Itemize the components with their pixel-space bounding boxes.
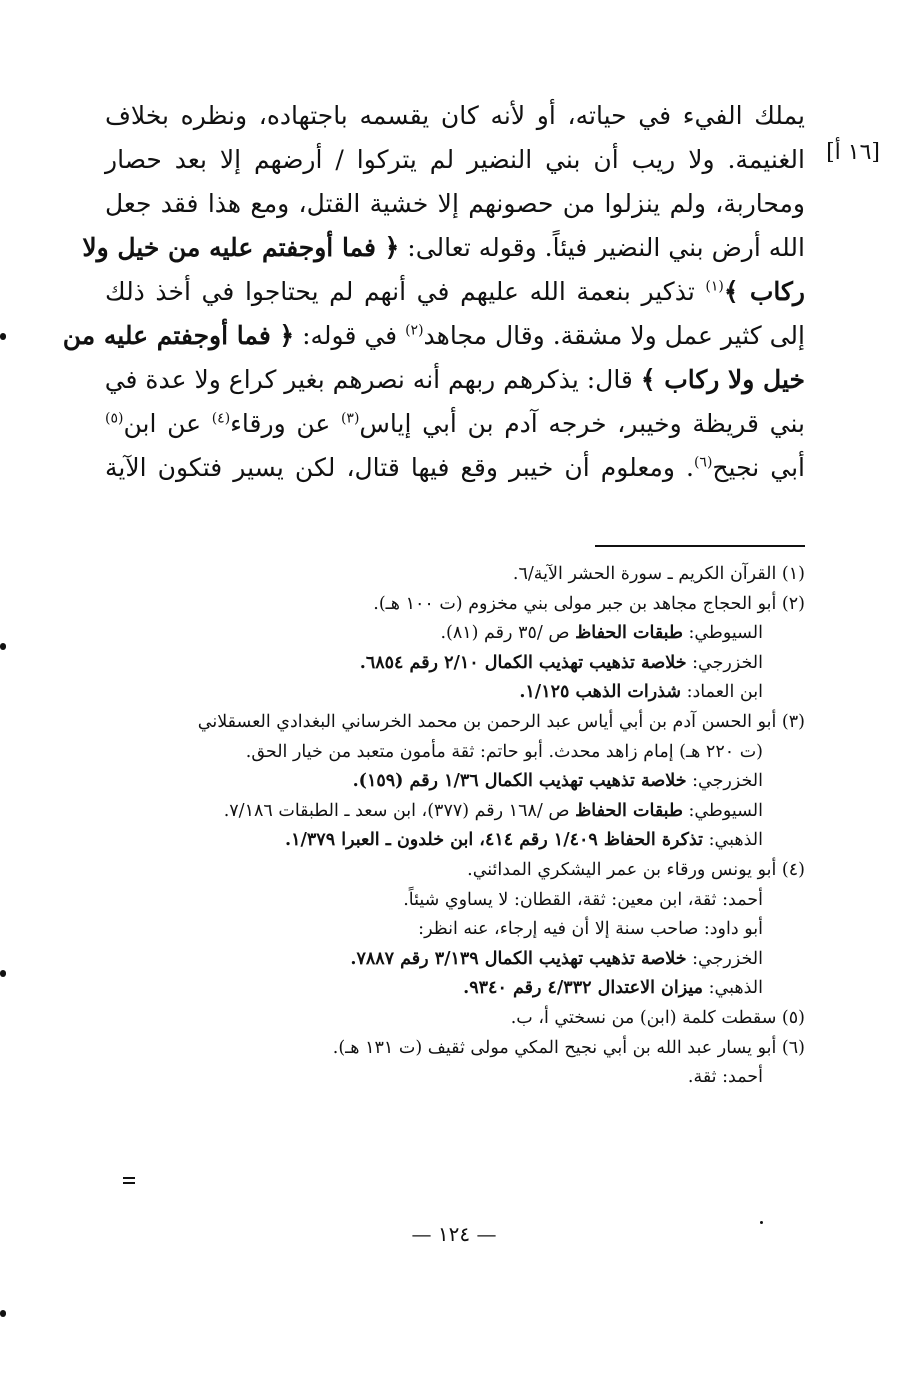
- footnote-reference: (١): [705, 278, 724, 295]
- bold-text-segment: ركاب ﴾: [723, 277, 805, 306]
- text-segment: (ت ٢٢٠ هـ) إمام زاهد محدث. أبو حاتم: ثقة مأمون متعبد من خيار الحق.: [245, 741, 763, 762]
- scan-mark: [123, 1177, 135, 1179]
- bold-text-segment: شذرات الذهب ١/١٢٥.: [519, 682, 682, 703]
- text-segment: أحمد: ثقة.: [687, 1067, 763, 1088]
- text-segment: ابن العماد:: [681, 682, 763, 703]
- bold-text-segment: تذكرة الحفاظ ١/٤٠٩ رقم ٤١٤، ابن خلدون ـ العبرا ١/٣٧٩.: [285, 830, 704, 851]
- text-segment: في قوله:: [294, 321, 406, 350]
- text-segment: (٢) أبو الحجاج مجاهد بن جبر مولى بني مخزوم (ت ١٠٠ هـ).: [373, 593, 805, 614]
- text-segment: الذهبي:: [703, 978, 763, 999]
- footnote-line: [100, 886, 805, 916]
- text-segment: أحمد: ثقة، ابن معين: ثقة، القطان: لا يساوي شيئاً.: [403, 889, 763, 910]
- bold-text-segment: ميزان الاعتدال ٤/٣٣٢ رقم ٩٣٤٠.: [463, 978, 704, 999]
- footnote-line: [100, 945, 805, 975]
- text-segment: (٣) أبو الحسن آدم بن أبي أياس عبد الرحمن بن محمد الخرساني البغدادي العسقلاني: [197, 711, 805, 732]
- text-segment: الله أرض بني النضير فيئاً. وقوله تعالى:: [399, 233, 805, 262]
- footnote-line: [100, 797, 805, 827]
- bold-text-segment: ﴿ فما أوجفتم عليه من خيل ولا: [82, 233, 400, 262]
- bold-text-segment: خيل ولا ركاب ﴾: [640, 365, 805, 394]
- footnote-line: [100, 1034, 805, 1064]
- body-line: [105, 446, 805, 490]
- text-segment: أبي نجيح: [712, 453, 805, 482]
- bold-text-segment: خلاصة تذهيب تهذيب الكمال ١/٣٦ رقم (١٥٩).: [352, 771, 687, 792]
- page-number: — ١٢٤ —: [411, 1222, 497, 1246]
- text-segment: (٦) أبو يسار عبد الله بن أبي نجيح المكي مولى ثقيف (ت ١٣١ هـ).: [332, 1037, 805, 1058]
- scan-mark: [0, 1310, 6, 1317]
- text-segment: (٥) سقطت كلمة (ابن) من نسختي أ، ب.: [510, 1007, 805, 1028]
- footnote-line: [100, 974, 805, 1004]
- main-body-text: [62, 94, 805, 490]
- footnote-line: [100, 1004, 805, 1034]
- text-segment: ص /٣٥ رقم (٨١).: [440, 623, 576, 644]
- footnote-line: [100, 915, 805, 945]
- text-segment: الذهبي:: [703, 830, 763, 851]
- text-segment: السيوطي:: [682, 800, 763, 821]
- footnote-line: [100, 649, 805, 679]
- text-segment: ومحاربة، ولم ينزلوا من حصونهم إلا خشية القتل، ومع هذا فقد جعل: [105, 189, 805, 218]
- footnote-line: [100, 678, 805, 708]
- footnote-line: [100, 708, 805, 738]
- text-segment: (٤) أبو يونس ورقاء بن عمر اليشكري المدائني.: [467, 859, 805, 880]
- text-segment: . ومعلوم أن خيبر وقع فيها قتال، لكن يسير فتكون الآية: [105, 453, 694, 482]
- text-segment: أبو داود: صاحب سنة إلا أن فيه إرجاء، عنه انظر:: [418, 919, 763, 940]
- footnote-reference: (٥): [105, 410, 124, 427]
- text-segment: الخزرجي:: [686, 948, 763, 969]
- bold-text-segment: طبقات الحفاظ: [575, 623, 683, 644]
- scan-mark: [0, 643, 6, 650]
- bold-text-segment: ﴿ فما أوجفتم عليه من: [62, 321, 295, 350]
- body-line: [105, 358, 805, 402]
- text-segment: الخزرجي:: [686, 652, 763, 673]
- footnote-reference: (٣): [340, 410, 360, 427]
- scan-mark: [0, 970, 6, 977]
- text-segment: بني قريظة وخيبر، خرجه آدم بن أبي إياس: [359, 409, 805, 438]
- footnote-line: [100, 856, 805, 886]
- bold-text-segment: خلاصة تذهيب تهذيب الكمال ٣/١٣٩ رقم ٧٨٨٧.: [350, 948, 687, 969]
- footnote-line: [100, 560, 805, 590]
- footnotes-section: [100, 560, 805, 1093]
- text-segment: قال: يذكرهم ربهم أنه نصرهم بغير كراع ولا عدة في: [104, 365, 641, 394]
- body-line: [62, 314, 805, 358]
- body-line: [105, 270, 805, 314]
- footnote-reference: (٦): [693, 454, 713, 471]
- footnote-line: [100, 590, 805, 620]
- text-segment: تذكير بنعمة الله عليهم في أنهم لم يحتاجوا في أخذ ذلك: [105, 277, 706, 306]
- text-segment: السيوطي:: [682, 623, 763, 644]
- bold-text-segment: طبقات الحفاظ: [575, 800, 683, 821]
- text-segment: يملك الفيء في حياته، أو لأنه كان يقسمه باجتهاده، ونظره بخلاف: [105, 101, 805, 130]
- text-segment: (١) القرآن الكريم ـ سورة الحشر الآية/٦.: [512, 564, 805, 584]
- bold-text-segment: خلاصة تذهيب تهذيب الكمال ٢/١٠ رقم ٦٨٥٤.: [359, 652, 687, 673]
- footnote-line: [100, 619, 805, 649]
- text-segment: الغنيمة. ولا ريب أن بني النضير لم يتركوا / أرضهم إلا بعد حصار: [105, 145, 805, 174]
- body-line: [105, 402, 805, 446]
- footnote-reference: (٢): [405, 322, 424, 339]
- scan-mark: [760, 1221, 763, 1224]
- manuscript-folio-note: [١٦ أ]: [826, 140, 880, 165]
- text-segment: الخزرجي:: [686, 771, 763, 792]
- scan-mark: [123, 1182, 135, 1184]
- text-segment: عن ابن: [123, 409, 212, 438]
- text-segment: إلى كثير عمل ولا مشقة. وقال مجاهد: [423, 321, 805, 350]
- footnote-line: [100, 767, 805, 797]
- body-line: [82, 226, 805, 270]
- footnote-line: [100, 1063, 805, 1093]
- footnote-line: [100, 738, 805, 768]
- body-line: [105, 138, 805, 182]
- text-segment: عن ورقاء: [230, 409, 341, 438]
- footnote-separator: [595, 545, 805, 547]
- scan-mark: [0, 333, 6, 340]
- body-line: [105, 182, 805, 226]
- text-segment: ص /١٦٨ رقم (٣٧٧)، ابن سعد ـ الطبقات ٧/١٨٦.: [223, 800, 576, 821]
- body-line: [105, 94, 805, 138]
- footnote-reference: (٤): [211, 410, 231, 427]
- footnote-line: [100, 826, 805, 856]
